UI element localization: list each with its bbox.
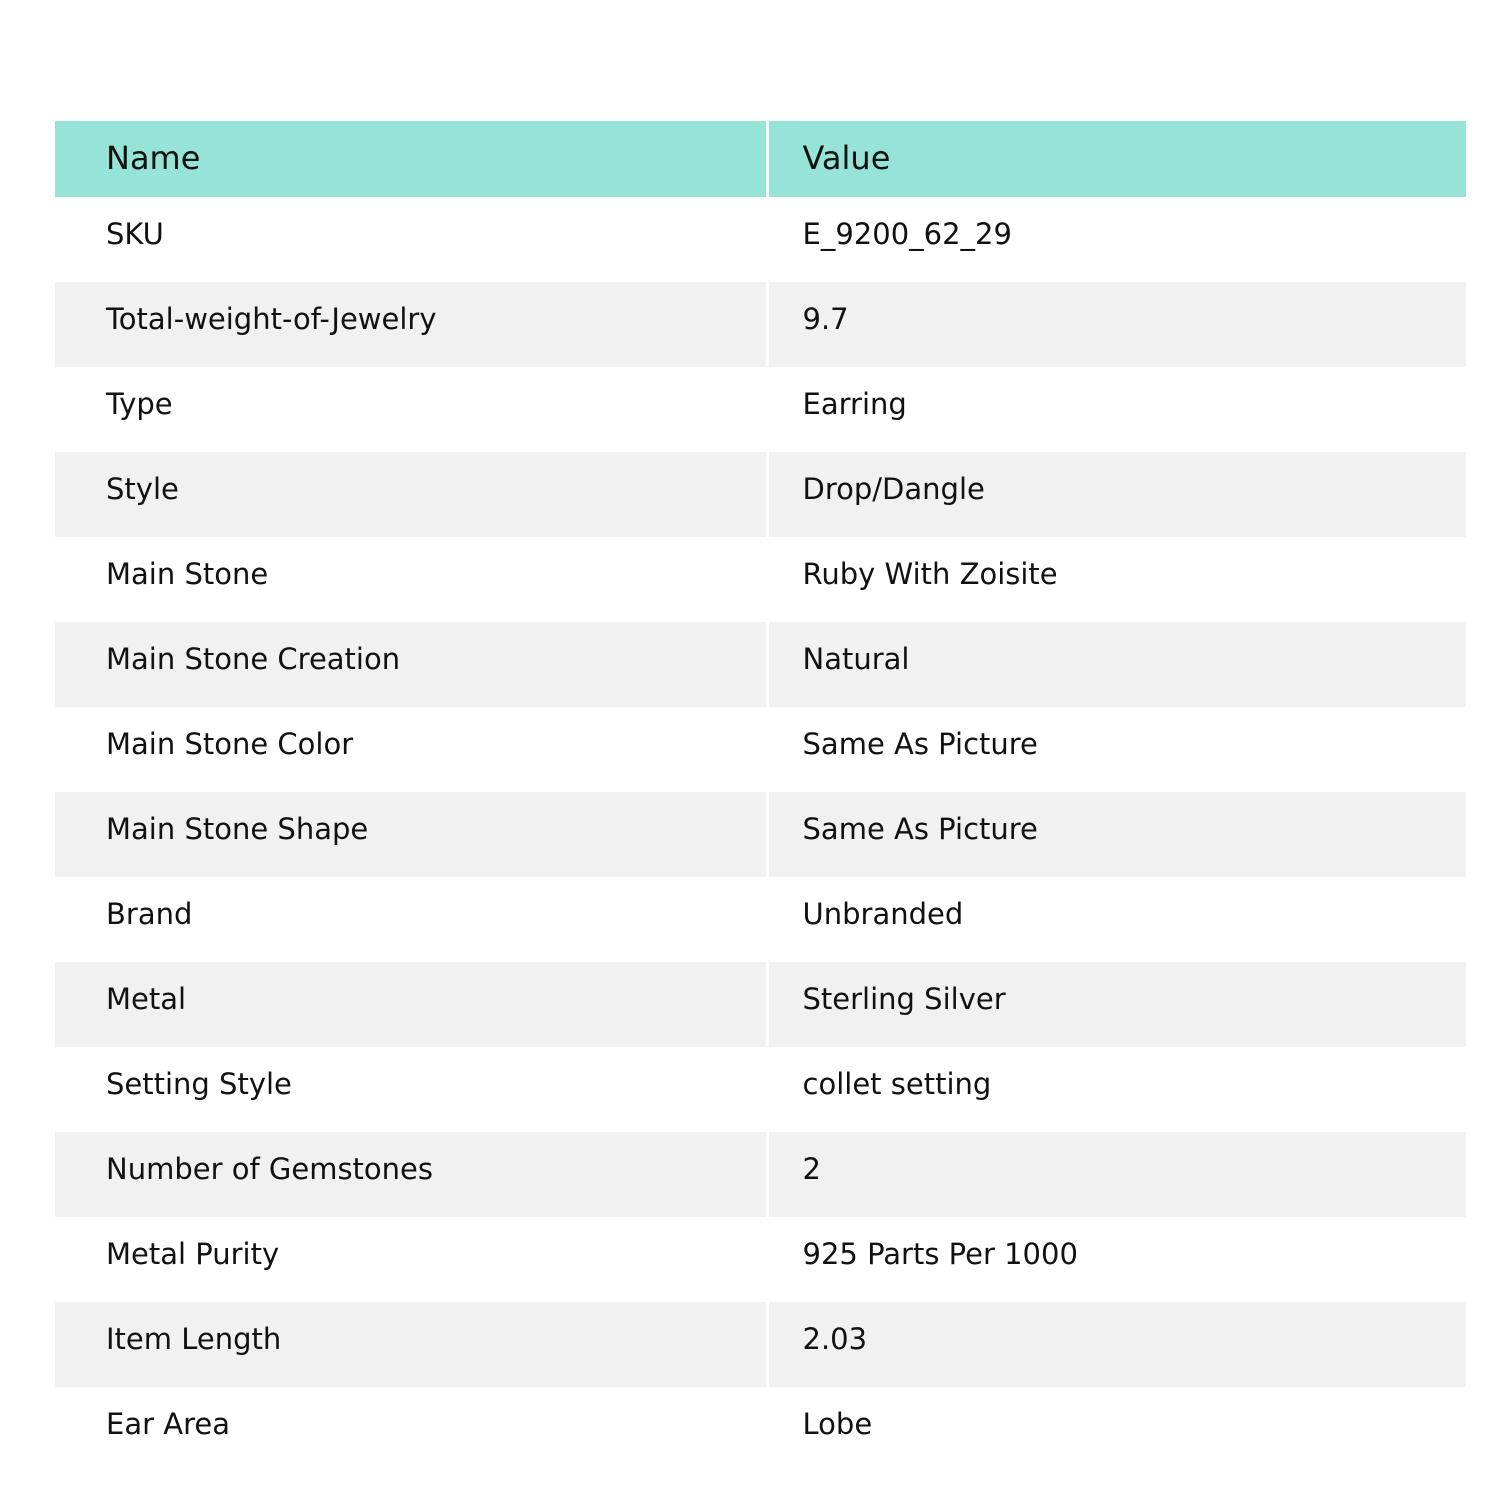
table-row <box>55 1387 1466 1472</box>
table-row <box>55 282 1466 367</box>
row-name: Main Stone Shape <box>106 811 369 846</box>
row-name: Ear Area <box>106 1406 230 1441</box>
header-name: Name <box>106 139 201 177</box>
table-row <box>55 537 1466 622</box>
row-value: Unbranded <box>802 896 964 931</box>
row-value: Same As Picture <box>802 726 1038 761</box>
row-value: 2 <box>802 1151 821 1186</box>
table-row <box>55 877 1466 962</box>
table-header <box>55 121 1466 197</box>
row-name: SKU <box>106 216 164 251</box>
row-value: 9.7 <box>802 301 849 336</box>
row-value: Earring <box>802 386 907 421</box>
row-name: Style <box>106 471 179 506</box>
spec-table <box>55 121 1466 1472</box>
row-value: Drop/Dangle <box>802 471 985 506</box>
table-row <box>55 792 1466 877</box>
row-name: Setting Style <box>106 1066 292 1101</box>
row-name: Total-weight-of-Jewelry <box>106 301 437 336</box>
table-row <box>55 1302 1466 1387</box>
table-row <box>55 707 1466 792</box>
row-value: Sterling Silver <box>802 981 1006 1016</box>
row-value: E_9200_62_29 <box>802 216 1012 251</box>
table-row <box>55 962 1466 1047</box>
row-value: 925 Parts Per 1000 <box>802 1236 1078 1271</box>
row-name: Metal Purity <box>106 1236 280 1271</box>
row-name: Brand <box>106 896 193 931</box>
header-value: Value <box>802 139 891 177</box>
row-value: collet setting <box>802 1066 992 1101</box>
table-row <box>55 452 1466 537</box>
row-name: Item Length <box>106 1321 282 1356</box>
row-name: Main Stone <box>106 556 269 591</box>
row-value: Lobe <box>802 1406 873 1441</box>
table-row <box>55 1047 1466 1132</box>
row-name: Number of Gemstones <box>106 1151 434 1186</box>
row-value: Natural <box>802 641 910 676</box>
row-name: Main Stone Creation <box>106 641 401 676</box>
row-value: 2.03 <box>802 1321 868 1356</box>
table-row <box>55 1217 1466 1302</box>
table-row <box>55 622 1466 707</box>
row-value: Ruby With Zoisite <box>802 556 1058 591</box>
row-name: Metal <box>106 981 187 1016</box>
table-row <box>55 197 1466 282</box>
row-name: Type <box>106 386 173 421</box>
table-row <box>55 367 1466 452</box>
row-value: Same As Picture <box>802 811 1038 846</box>
table-row <box>55 1132 1466 1217</box>
row-name: Main Stone Color <box>106 726 354 761</box>
